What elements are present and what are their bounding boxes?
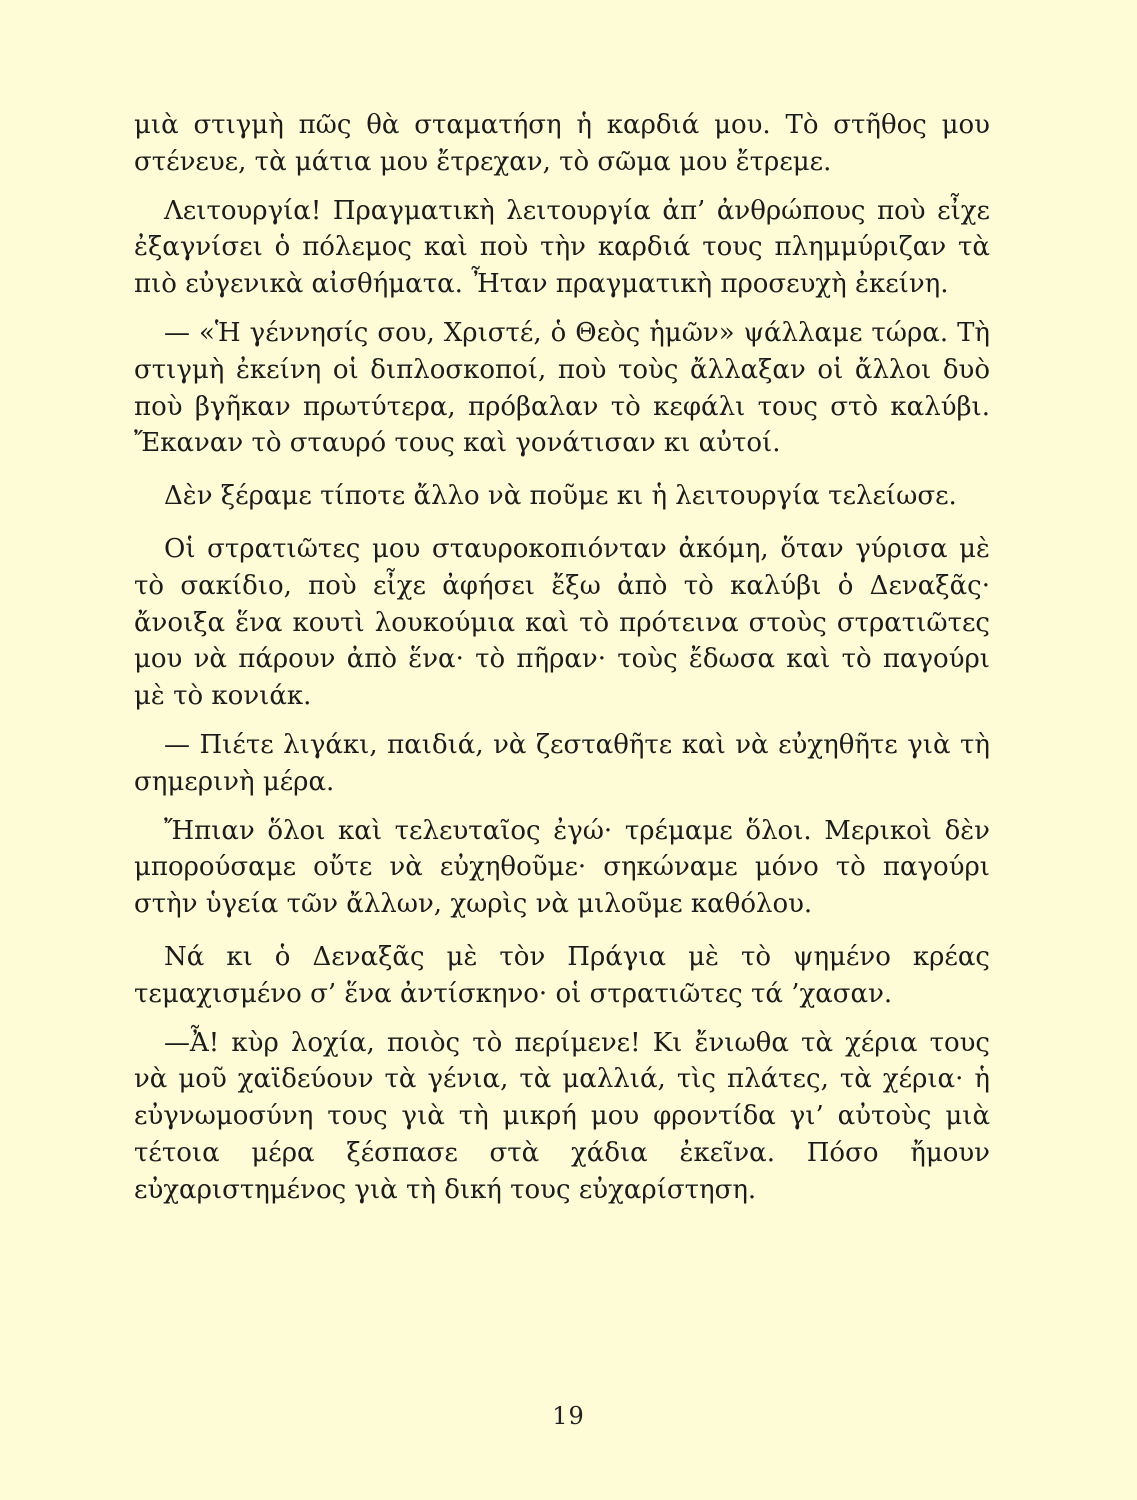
paragraph-6: — Πιέτε λιγάκι, παιδιά, νὰ ζεσταθῆτε καὶ νὰ εὐχηθῆτε γιὰ τὴ σημερινὴ μέρα.	[134, 729, 990, 797]
paragraph-7: Ἤπιαν ὅλοι καὶ τελευταῖος ἐγώ· τρέμαμε ὅλοι. Μερικοὶ δὲν μπορούσαμε οὔτε νὰ εὐχηθοῦμε· σηκώναμε μόνο τὸ παγούρι στὴν ὑγεία τῶν ἄλλων, χωρὶς νὰ μιλοῦμε καθόλου.	[134, 815, 990, 920]
paragraph-4: Δὲν ξέραμε τίποτε ἄλλο νὰ ποῦμε κι ἡ λειτουργία τελείωσε.	[164, 481, 957, 512]
page-number: 19	[552, 1402, 585, 1430]
paragraph-8: Νά κι ὁ Δεναξᾶς μὲ τὸν Πράγια μὲ τὸ ψημένο κρέας τεμαχισμένο σ’ ἕνα ἀντίσκηνο· οἱ στρατιῶτες τά ’χασαν.	[134, 941, 990, 1009]
paragraph-5: Οἱ στρατιῶτες μου σταυροκοπιόνταν ἀκόμη, ὅταν γύρισα μὲ τὸ σακίδιο, ποὺ εἶχε ἀφήσει ἔξω ἀπὸ τὸ καλύβι ὁ Δεναξᾶς· ἄνοιξα ἕνα κουτὶ λουκούμια καὶ τὸ πρότεινα στοὺς στρατιῶτες μου νὰ πάρουν ἀπὸ ἕνα· τὸ πῆραν· τοὺς ἔδωσα καὶ τὸ παγούρι μὲ τὸ κονιάκ.	[134, 533, 990, 712]
paragraph-9: —Ἆ! κὺρ λοχία, ποιὸς τὸ περίμενε! Κι ἔνιωθα τὰ χέρια τους νὰ μοῦ χαϊδεύουν τὰ γένια, τὰ μαλλιά, τὶς πλάτες, τὰ χέρια· ἡ εὐγνωμοσύνη τους γιὰ τὴ μικρή μου φροντίδα γι’ αὐτοὺς μιὰ τέτοια μέρα ξέσπασε στὰ χάδια ἐκεῖνα. Πόσο ἤμουν εὐχαριστημένος γιὰ τὴ δική τους εὐχαρίστηση.	[134, 1027, 990, 1205]
paragraph-3: — «Ἡ γέννησίς σου, Χριστέ, ὁ Θεὸς ἡμῶν» ψάλλαμε τώρα. Τὴ στιγμὴ ἐκείνη οἱ διπλοσκοποί, ποὺ τοὺς ἄλλαξαν οἱ ἄλλοι δυὸ ποὺ βγῆκαν πρωτύτερα, πρόβαλαν τὸ κεφάλι τους στὸ καλύβι. Ἔκαναν τὸ σταυρό τους καὶ γονάτισαν κι αὐτοί.	[134, 317, 990, 459]
paragraph-1: μιὰ στιγμὴ πῶς θὰ σταματήση ἡ καρδιά μου. Τὸ στῆθος μου στένευε, τὰ μάτια μου ἔτρεχαν, τὸ σῶμα μου ἔτρεμε.	[134, 110, 990, 177]
paragraph-2: Λειτουργία! Πραγματικὴ λειτουργία ἀπ’ ἀνθρώπους ποὺ εἶχε ἐξαγνίσει ὁ πόλεμος καὶ ποὺ τὴν καρδιά τους πλημμύριζαν τὰ πιὸ εὐγενικὰ αἰσθήματα. Ἦταν πραγματικὴ προσευχὴ ἐκείνη.	[134, 195, 990, 300]
body-text	[134, 107, 990, 1209]
